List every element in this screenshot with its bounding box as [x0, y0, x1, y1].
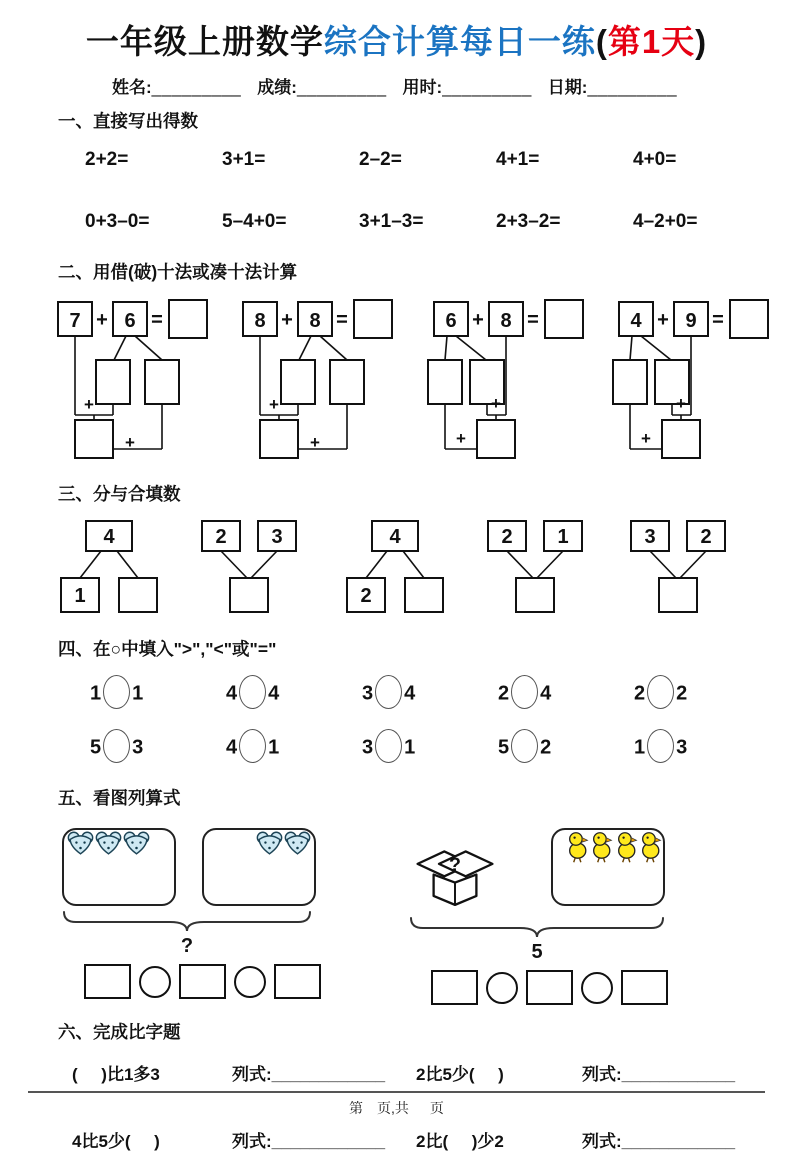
expression[interactable]: 0+3–0=	[85, 211, 150, 232]
combine-diagram-1	[195, 518, 310, 618]
compare-left: 2	[498, 682, 510, 705]
expression[interactable]: 3+1–3=	[359, 211, 424, 232]
combine-diagram-2	[481, 518, 596, 618]
operator-blank-circle[interactable]	[234, 966, 266, 998]
picture-problem-chicks	[409, 828, 668, 1005]
mice-group-2	[256, 831, 311, 856]
number-blank-box[interactable]	[621, 970, 668, 1005]
expression[interactable]: 2+3–2=	[496, 211, 561, 232]
name-blank[interactable]: _________	[151, 78, 242, 97]
compare-left: 4	[226, 682, 238, 705]
compare-left: 1	[634, 736, 646, 759]
compare-right: 2	[540, 736, 552, 759]
operator-blank-circle[interactable]	[581, 972, 613, 1004]
step-plus-sign: +	[310, 433, 320, 452]
split-left-box[interactable]	[613, 360, 647, 404]
score-field	[257, 73, 386, 98]
whole-box[interactable]	[230, 578, 268, 612]
split-diagram-2	[338, 518, 453, 618]
curly-brace-icon	[62, 910, 312, 932]
open-box-icon	[409, 830, 501, 912]
ten-method-diagram-1	[56, 296, 231, 461]
compare-right: 1	[132, 682, 144, 705]
split-left-box[interactable]	[428, 360, 462, 404]
equation-blanks	[431, 970, 668, 1005]
addend-a: 6	[445, 310, 457, 332]
section-split-combine	[0, 481, 793, 618]
compare-circle[interactable]	[375, 675, 402, 709]
word-problem[interactable]: 4比5少( )	[72, 1132, 160, 1151]
mice-group-1	[67, 831, 150, 856]
time-field	[403, 73, 532, 98]
mouse-icon	[284, 831, 311, 856]
equation-blanks	[84, 964, 321, 999]
mouse-icon	[256, 831, 283, 856]
section2-heading: 二、用借(破)十法或凑十法计算	[58, 262, 298, 282]
compare-left: 5	[90, 736, 102, 759]
expression[interactable]: 4+1=	[496, 149, 540, 170]
part-right-value: 3	[271, 526, 283, 548]
addend-b: 9	[685, 310, 697, 332]
part-left-value: 2	[360, 585, 372, 607]
addend-a: 7	[69, 310, 81, 332]
chicks-box	[551, 828, 665, 906]
addend-b: 8	[500, 310, 512, 332]
compare-right: 1	[268, 736, 280, 759]
part-left-value: 2	[215, 526, 227, 548]
compare-right: 4	[404, 682, 416, 705]
combine-diagram-3	[624, 518, 739, 618]
page-title	[0, 16, 793, 63]
step-plus-sign: +	[269, 395, 279, 414]
title-grade-part: 一年级上册数学	[85, 23, 324, 60]
addend-b: 6	[124, 310, 136, 332]
equals-sign: =	[151, 309, 163, 331]
compare-item	[226, 729, 362, 767]
split-left-box[interactable]	[96, 360, 130, 404]
section5-heading: 五、看图列算式	[58, 788, 181, 808]
chick-icon	[567, 831, 590, 864]
date-field	[548, 73, 677, 98]
section2-diagrams	[56, 296, 793, 461]
expression[interactable]: 5–4+0=	[222, 211, 287, 232]
step-plus-sign: +	[491, 394, 501, 413]
split-left-box[interactable]	[281, 360, 315, 404]
compare-item	[498, 729, 634, 767]
number-blank-box[interactable]	[431, 970, 478, 1005]
header-fields	[112, 73, 793, 98]
compare-item	[362, 675, 498, 713]
section-compare-wording	[0, 1019, 793, 1152]
title-paren-close: )	[695, 23, 708, 60]
number-blank-box[interactable]	[526, 970, 573, 1005]
section3-diagrams	[52, 518, 793, 618]
compare-right: 1	[404, 736, 416, 759]
word-problem[interactable]: 2比5少( )	[416, 1065, 504, 1084]
compare-left: 2	[634, 682, 646, 705]
part-right-box[interactable]	[119, 578, 157, 612]
answer-box[interactable]	[545, 300, 583, 338]
plus-sign: +	[472, 309, 484, 331]
page-footer	[28, 1091, 765, 1118]
compare-left: 3	[362, 682, 374, 705]
curly-brace-icon	[409, 916, 665, 938]
compare-right: 4	[540, 682, 552, 705]
mouse-icon	[123, 831, 150, 856]
section1-heading: 一、直接写出得数	[58, 111, 198, 131]
page-number-text: 第 页,共 页	[349, 1100, 444, 1116]
chick-icon	[591, 831, 614, 864]
mouse-icon	[95, 831, 122, 856]
split-right-box[interactable]	[330, 360, 364, 404]
score-label: 成绩:	[257, 78, 297, 97]
name-label: 姓名:	[112, 78, 152, 97]
section-compare	[0, 636, 793, 767]
title-paren-open: (	[595, 23, 608, 60]
addend-b: 8	[309, 310, 321, 332]
word-problem[interactable]: 2比( )少2	[416, 1132, 504, 1151]
equation-blank[interactable]: 列式:____________	[582, 1132, 736, 1151]
plus-sign: +	[281, 309, 293, 331]
time-label: 用时:	[402, 78, 443, 97]
addend-a: 8	[254, 310, 266, 332]
compare-left: 3	[362, 736, 374, 759]
compare-item	[362, 729, 498, 767]
intermediate-box[interactable]	[260, 420, 298, 458]
word-problem[interactable]: ( )比1多3	[72, 1065, 160, 1084]
score-blank[interactable]: _________	[296, 78, 387, 97]
part-right-value: 1	[557, 526, 569, 548]
intermediate-box[interactable]	[477, 420, 515, 458]
compare-item	[90, 675, 226, 713]
name-field	[112, 73, 241, 98]
part-left-value: 1	[74, 585, 86, 607]
compare-item	[634, 729, 770, 767]
equation-blank[interactable]: 列式:____________	[232, 1065, 386, 1084]
chick-icon	[616, 831, 639, 864]
compare-circle[interactable]	[647, 729, 674, 763]
compare-left: 5	[498, 736, 510, 759]
answer-box[interactable]	[169, 300, 207, 338]
step-plus-sign: +	[456, 429, 466, 448]
intermediate-box[interactable]	[662, 420, 700, 458]
expression[interactable]: 2+2=	[85, 149, 129, 170]
compare-circle[interactable]	[103, 675, 130, 709]
compare-right: 3	[132, 736, 144, 759]
answer-box[interactable]	[354, 300, 392, 338]
addend-a: 4	[630, 310, 642, 332]
whole-box[interactable]	[516, 578, 554, 612]
split-right-box[interactable]	[145, 360, 179, 404]
date-label: 日期:	[547, 78, 588, 97]
equation-blank[interactable]: 列式:____________	[232, 1132, 386, 1151]
expression[interactable]: 4+0=	[633, 149, 677, 170]
whole-box[interactable]	[659, 578, 697, 612]
compare-item	[498, 675, 634, 713]
step-plus-sign: +	[84, 395, 94, 414]
chick-icon	[640, 831, 663, 864]
section3-heading: 三、分与合填数	[58, 484, 181, 504]
compare-circle[interactable]	[239, 675, 266, 709]
compare-right: 3	[676, 736, 688, 759]
number-blank-box[interactable]	[274, 964, 321, 999]
section4-heading: 四、在○中填入">","<"或"="	[58, 639, 277, 659]
section-picture-equation	[0, 785, 793, 1005]
step-plus-sign: +	[676, 394, 686, 413]
compare-left: 1	[90, 682, 102, 705]
time-blank[interactable]: _________	[442, 78, 532, 97]
part-left-value: 3	[644, 526, 656, 548]
section-direct-calc	[0, 108, 793, 233]
expression[interactable]: 2–2=	[359, 149, 402, 170]
mice-box-2	[202, 828, 316, 906]
part-right-box[interactable]	[405, 578, 443, 612]
part-right-value: 2	[700, 526, 712, 548]
number-blank-box[interactable]	[84, 964, 131, 999]
mice-box-1	[62, 828, 176, 906]
picture-problem-mice	[62, 828, 321, 1005]
equals-sign: =	[336, 309, 348, 331]
number-blank-box[interactable]	[179, 964, 226, 999]
compare-circle[interactable]	[375, 729, 402, 763]
expression[interactable]: 4–2+0=	[633, 211, 698, 232]
compare-right: 2	[676, 682, 688, 705]
section4-problems	[90, 675, 793, 767]
compare-right: 4	[268, 682, 280, 705]
chicks-group	[553, 831, 663, 864]
compare-item	[634, 675, 770, 713]
part-left-value: 2	[501, 526, 513, 548]
operator-blank-circle[interactable]	[139, 966, 171, 998]
step-plus-sign: +	[641, 429, 651, 448]
ten-method-diagram-3	[426, 296, 601, 461]
compare-item	[90, 729, 226, 767]
answer-box[interactable]	[730, 300, 768, 338]
total-label: 5	[531, 941, 543, 963]
step-plus-sign: +	[125, 433, 135, 452]
equals-sign: =	[712, 309, 724, 331]
compare-left: 4	[226, 736, 238, 759]
title-topic-part: 综合计算每日一练	[323, 23, 596, 60]
brace-total	[409, 916, 665, 964]
plus-sign: +	[96, 309, 108, 331]
ten-method-diagram-2	[241, 296, 416, 461]
compare-circle[interactable]	[103, 729, 130, 763]
intermediate-box[interactable]	[75, 420, 113, 458]
ten-method-diagram-4	[611, 296, 786, 461]
mouse-icon	[67, 831, 94, 856]
compare-circle[interactable]	[511, 675, 538, 709]
section-ten-method	[0, 259, 793, 461]
date-blank[interactable]: _________	[587, 78, 678, 97]
section6-heading: 六、完成比字题	[58, 1022, 181, 1042]
section1-problems	[85, 149, 793, 233]
operator-blank-circle[interactable]	[486, 972, 518, 1004]
whole-value: 4	[389, 526, 401, 548]
title-day-part: 第1天	[607, 23, 696, 60]
plus-sign: +	[657, 309, 669, 331]
compare-item	[226, 675, 362, 713]
expression[interactable]: 3+1=	[222, 149, 266, 170]
equation-blank[interactable]: 列式:____________	[582, 1065, 736, 1084]
equals-sign: =	[527, 309, 539, 331]
total-label[interactable]: ?	[180, 935, 194, 957]
compare-circle[interactable]	[511, 729, 538, 763]
compare-circle[interactable]	[239, 729, 266, 763]
compare-circle[interactable]	[647, 675, 674, 709]
whole-value: 4	[103, 526, 115, 548]
brace-total	[62, 910, 312, 958]
split-diagram-1	[52, 518, 167, 618]
unknown-count-label: ?	[449, 854, 461, 876]
